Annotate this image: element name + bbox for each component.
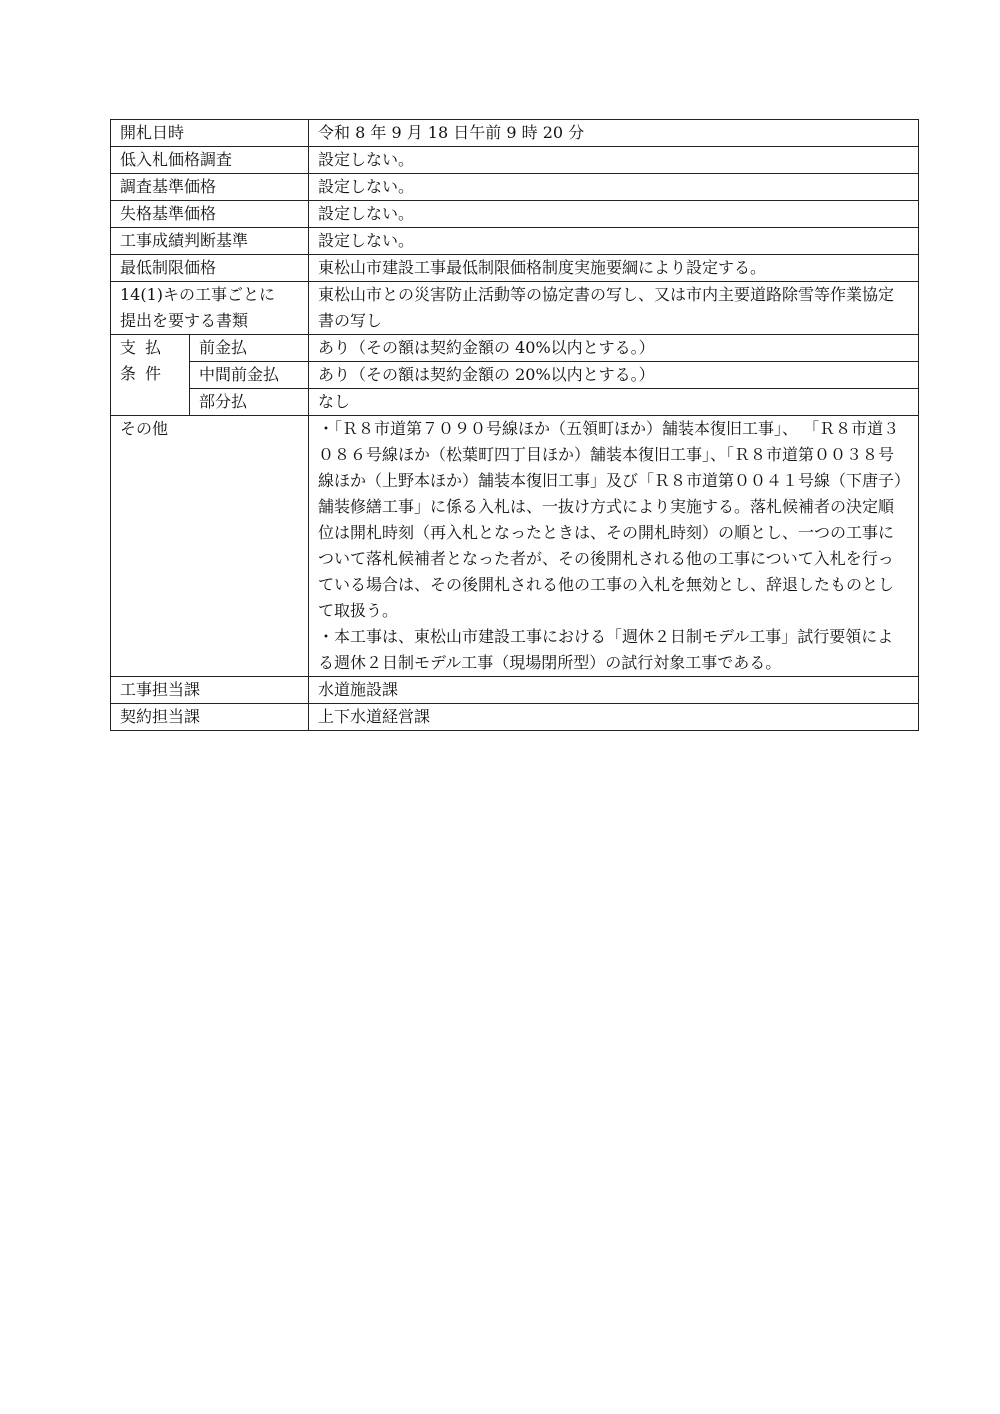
table-row-koji-seiseki: [111, 228, 919, 255]
label-sonota: その他: [111, 416, 309, 677]
value-maekinbarai: あり（その額は契約金額の 40%以内とする。）: [309, 335, 919, 362]
table-row-teishutsu-shorui: [111, 282, 919, 335]
label-shiharai-joken: [111, 335, 190, 416]
value-koji-tanto-ka: 水道施設課: [309, 677, 919, 704]
value-chukan-maekinbarai: あり（その額は契約金額の 20%以内とする。）: [309, 362, 919, 389]
table-row-koji-tanto-ka: [111, 677, 919, 704]
label-kaisatsu-nichiji: 開札日時: [111, 120, 309, 147]
table-row-saitei-seigen-kakaku: [111, 255, 919, 282]
label-maekinbarai: 前金払: [190, 335, 309, 362]
label-keiyaku-tanto-ka: 契約担当課: [111, 704, 309, 731]
value-bubunbarai: なし: [309, 389, 919, 416]
label-chukan-maekinbarai: 中間前金払: [190, 362, 309, 389]
label-chosa-kijun-kakaku: 調査基準価格: [111, 174, 309, 201]
value-chosa-kijun-kakaku: 設定しない。: [309, 174, 919, 201]
value-tei-nyusatsu-chosa: 設定しない。: [309, 147, 919, 174]
bid-conditions-table: [110, 119, 919, 731]
label-teishutsu-shorui: [111, 282, 309, 335]
table-row-keiyaku-tanto-ka: [111, 704, 919, 731]
label-shiharai-joken-text: 支払条件: [120, 338, 171, 383]
value-sonota: [309, 416, 919, 677]
label-teishutsu-shorui-line2: 提出を要する書類: [120, 311, 249, 330]
label-saitei-seigen-kakaku: 最低制限価格: [111, 255, 309, 282]
label-koji-seiseki: 工事成績判断基準: [111, 228, 309, 255]
table-row-bubunbarai: [111, 389, 919, 416]
table-row-shikkaku-kijun-kakaku: [111, 201, 919, 228]
table-row-chosa-kijun-kakaku: [111, 174, 919, 201]
value-koji-seiseki: 設定しない。: [309, 228, 919, 255]
label-teishutsu-shorui-line1: 14(1)キの工事ごとに: [120, 285, 276, 304]
label-koji-tanto-ka: 工事担当課: [111, 677, 309, 704]
sonota-paragraph-ichinuke: ・「Ｒ８市道第７０９０号線ほか（五領町ほか）舗装本復旧工事」、 「Ｒ８市道３０８６号線ほか（松葉町四丁目ほか）舗装本復旧工事」、「Ｒ８市道第００３８号線ほか（上野本ほか）舗装本復旧工事」及び「Ｒ８市道第００４１号線（下唐子）舗装修繕工事」に係る入札は、一抜け方式により実施する。落札候補者の決定順位は開札時刻（再入札となったときは、その開札時刻）の順とし、一つの工事について落札候補者となった者が、その後開札される他の工事について入札を行っている場合は、その後開札される他の工事の入札を無効とし、辞退したものとして取扱う。: [318, 419, 903, 620]
value-saitei-seigen-kakaku: 東松山市建設工事最低制限価格制度実施要綱により設定する。: [309, 255, 919, 282]
label-tei-nyusatsu-chosa: 低入札価格調査: [111, 147, 309, 174]
label-shikkaku-kijun-kakaku: 失格基準価格: [111, 201, 309, 228]
value-teishutsu-shorui: 東松山市との災害防止活動等の協定書の写し、又は市内主要道路除雪等作業協定書の写し: [309, 282, 919, 335]
table-row-kaisatsu-nichiji: [111, 120, 919, 147]
value-keiyaku-tanto-ka: 上下水道経営課: [309, 704, 919, 731]
table-row-sonota: [111, 416, 919, 677]
value-shikkaku-kijun-kakaku: 設定しない。: [309, 201, 919, 228]
sonota-paragraph-shukyu-futsuka: ・本工事は、東松山市建設工事における「週休２日制モデル工事」試行要領による週休２日制モデル工事（現場閉所型）の試行対象工事である。: [318, 627, 894, 672]
value-kaisatsu-nichiji: 令和 8 年 9 月 18 日午前 9 時 20 分: [309, 120, 919, 147]
table-row-chukan-maekinbarai: [111, 362, 919, 389]
table-row-maekinbarai: [111, 335, 919, 362]
table-row-tei-nyusatsu-chosa: [111, 147, 919, 174]
label-bubunbarai: 部分払: [190, 389, 309, 416]
